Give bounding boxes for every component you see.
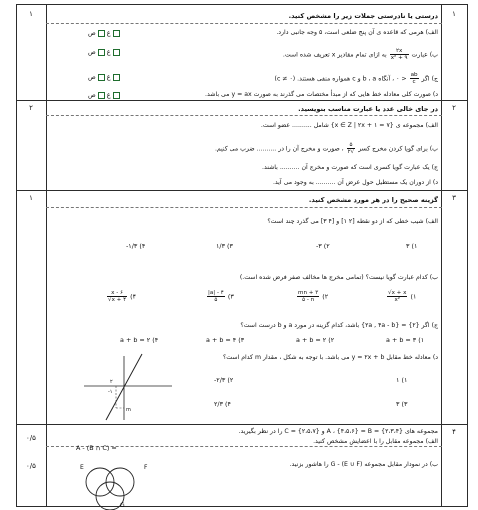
- q2-item-d: د) از دوران یک مستطیل حول عرض آن .......... به وجود می آید.: [272, 179, 438, 186]
- graph-y-label: ۲: [110, 379, 113, 385]
- number-column-divider: [441, 4, 442, 507]
- row-divider-3: [16, 424, 468, 425]
- q1-b-choice: غص: [88, 48, 122, 56]
- venn-label-g: G: [120, 502, 125, 509]
- score: ۲: [29, 104, 33, 112]
- checkbox-false[interactable]: [98, 30, 105, 37]
- q3-a-question: الف) شیب خطی که از دو نقطه [۲ ۱] و [۴ ۳] می گذرد چند است؟: [267, 218, 438, 225]
- q1-b-fraction: $\frac{۲x}{\text{x² + ۹}}$: [390, 48, 408, 61]
- q3-a-option-1[interactable]: ۳ (۱: [406, 242, 418, 250]
- score: ۱: [29, 194, 33, 202]
- q1-item-b: [283, 48, 438, 61]
- checkbox-true[interactable]: [113, 74, 120, 81]
- score: ۰/۵: [26, 462, 36, 470]
- q3-b-option-3[interactable]: $\frac{|a| - ۴}{۵}$ (۳: [208, 290, 234, 303]
- q3-a-option-3[interactable]: ۱/۳ (۳: [216, 242, 233, 250]
- graph-x-label: -۱: [108, 389, 113, 395]
- q4-expression: A - (B ∩ C) =: [76, 444, 117, 452]
- table-border-left: [16, 4, 17, 507]
- score: ۰/۵: [26, 434, 36, 442]
- score: ۱: [29, 10, 33, 18]
- q1-a-choice: غص: [88, 29, 122, 37]
- q3-c-option-1[interactable]: a + b = ۳ (۱: [386, 336, 425, 344]
- q2-item-b: ب) برای گویا کردن مخرج کسر $\frac{۵}{√۲}$ ، صورت و مخرج آن را در .......... ضرب می کنیم.: [214, 142, 438, 155]
- q1-b-prefix: ب) عبارت: [411, 51, 438, 59]
- checkbox-true[interactable]: [113, 30, 120, 37]
- q3-b-option-1[interactable]: $\frac{√x + x}{\text{x²}}$ (۱: [388, 290, 417, 303]
- q3-c-question: ج) اگر {۲} = {۲a , ۴a - b} باشد، کدام گزینه در مورد a و b درست است؟: [240, 322, 438, 329]
- table-border-top: [16, 4, 468, 5]
- question-number: ۲: [452, 104, 456, 112]
- q1-title: درستی یا نادرستی جملات زیر را مشخص کنید.: [288, 12, 438, 20]
- q4-line1: مجموعه های {۲،۳،۴} = A ، {۴،۵،۶} = B و {۲،۵،۷} = C را در نظر بگیرید.: [238, 428, 438, 435]
- checkbox-false[interactable]: [98, 49, 105, 56]
- dashed-separator: [46, 115, 442, 116]
- q1-b-suffix: به ازای تمام مقادیر x تعریف شده است.: [282, 51, 387, 59]
- checkbox-true[interactable]: [113, 49, 120, 56]
- venn-diagram: [80, 460, 152, 508]
- q1-c-choice: غص: [88, 73, 122, 81]
- question-number: ۱: [452, 10, 456, 18]
- q1-item-a: الف) هرمی که قاعده ی آن پنج ضلعی است، ۵ وجه جانبی دارد.: [276, 29, 438, 36]
- q1-item-d: د) صورت کلی معادله خط هایی که از مبدأ مختصات می گذرند به صورت y = ax می باشد.: [205, 91, 438, 98]
- q1-item-c: ج) اگر $\frac{ab}{c}$ < ۰ ، آنگاه b ، a و c همواره منفی هستند. (c ≠ ۰): [274, 72, 438, 85]
- question-number: ۳: [452, 194, 456, 202]
- venn-label-e: E: [80, 464, 84, 471]
- q1-d-choice: غص: [88, 91, 122, 99]
- q4-line2: الف) مجموعه مقابل را با اعضایش مشخص کنید.: [313, 438, 438, 445]
- checkbox-true[interactable]: [113, 92, 120, 99]
- q2-title: در جای خالی عدد یا عبارت مناسب بنویسید.: [298, 105, 438, 113]
- q3-a-option-4[interactable]: -۱/۳ (۴: [126, 242, 146, 250]
- q3-title: گزینه صحیح را در هر مورد مشخص کنید.: [308, 196, 438, 204]
- q3-d-question: د) معادله خط مقابل y = ۲x + b می باشد. با توجه به شکل ، مقدار m کدام است؟: [223, 354, 438, 361]
- q3-d-option-3[interactable]: ۳ (۳: [396, 400, 408, 408]
- checkbox-false[interactable]: [98, 92, 105, 99]
- q2-item-c: ج) یک عبارت گویا کسری است که صورت و مخرج آن .......... باشند.: [261, 164, 438, 171]
- row-divider-2: [16, 190, 468, 191]
- exam-page: [16, 4, 468, 507]
- question-number: ۴: [452, 428, 456, 436]
- q3-c-option-4[interactable]: a + b = ۲ (۴: [120, 336, 159, 344]
- q2-item-a: الف) مجموعه ی {x ∈ Z | ۲x + ۱ = ۷} شامل .......... عضو است.: [260, 122, 438, 129]
- venn-label-f: F: [144, 464, 148, 471]
- dashed-separator: [46, 207, 442, 208]
- dashed-separator: [46, 23, 442, 24]
- q3-d-option-1[interactable]: ۱ (۱: [396, 376, 408, 384]
- graph-m-label: m: [126, 407, 131, 413]
- q3-c-option-2[interactable]: a + b = ۲ (۲: [296, 336, 335, 344]
- row-divider-1: [16, 100, 468, 101]
- q3-d-option-2[interactable]: -۲/۳ (۲: [214, 376, 234, 384]
- q3-d-option-4[interactable]: ۲/۳ (۴: [214, 400, 231, 408]
- q3-a-option-2[interactable]: -۳ (۲: [316, 242, 330, 250]
- q3-b-question: ب) کدام عبارت گویا نیست؟ (تمامی مخرج ها مخالف صفر فرض شده است.): [239, 274, 438, 281]
- q3-c-option-3[interactable]: a + b = ۴ (۳: [206, 336, 245, 344]
- table-border-right: [467, 4, 468, 507]
- q3-b-option-4[interactable]: $\frac{x - ۶}{√x + ۴}$ (۴: [108, 290, 137, 303]
- score-column-divider: [46, 4, 47, 507]
- q3-b-option-2[interactable]: $\frac{mn + ۳}{۵ - n}$ (۲: [298, 290, 329, 303]
- checkbox-false[interactable]: [98, 74, 105, 81]
- q4-line3: ب) در نمودار مقابل مجموعه (E ∪ F) - G را هاشور بزنید.: [289, 461, 438, 468]
